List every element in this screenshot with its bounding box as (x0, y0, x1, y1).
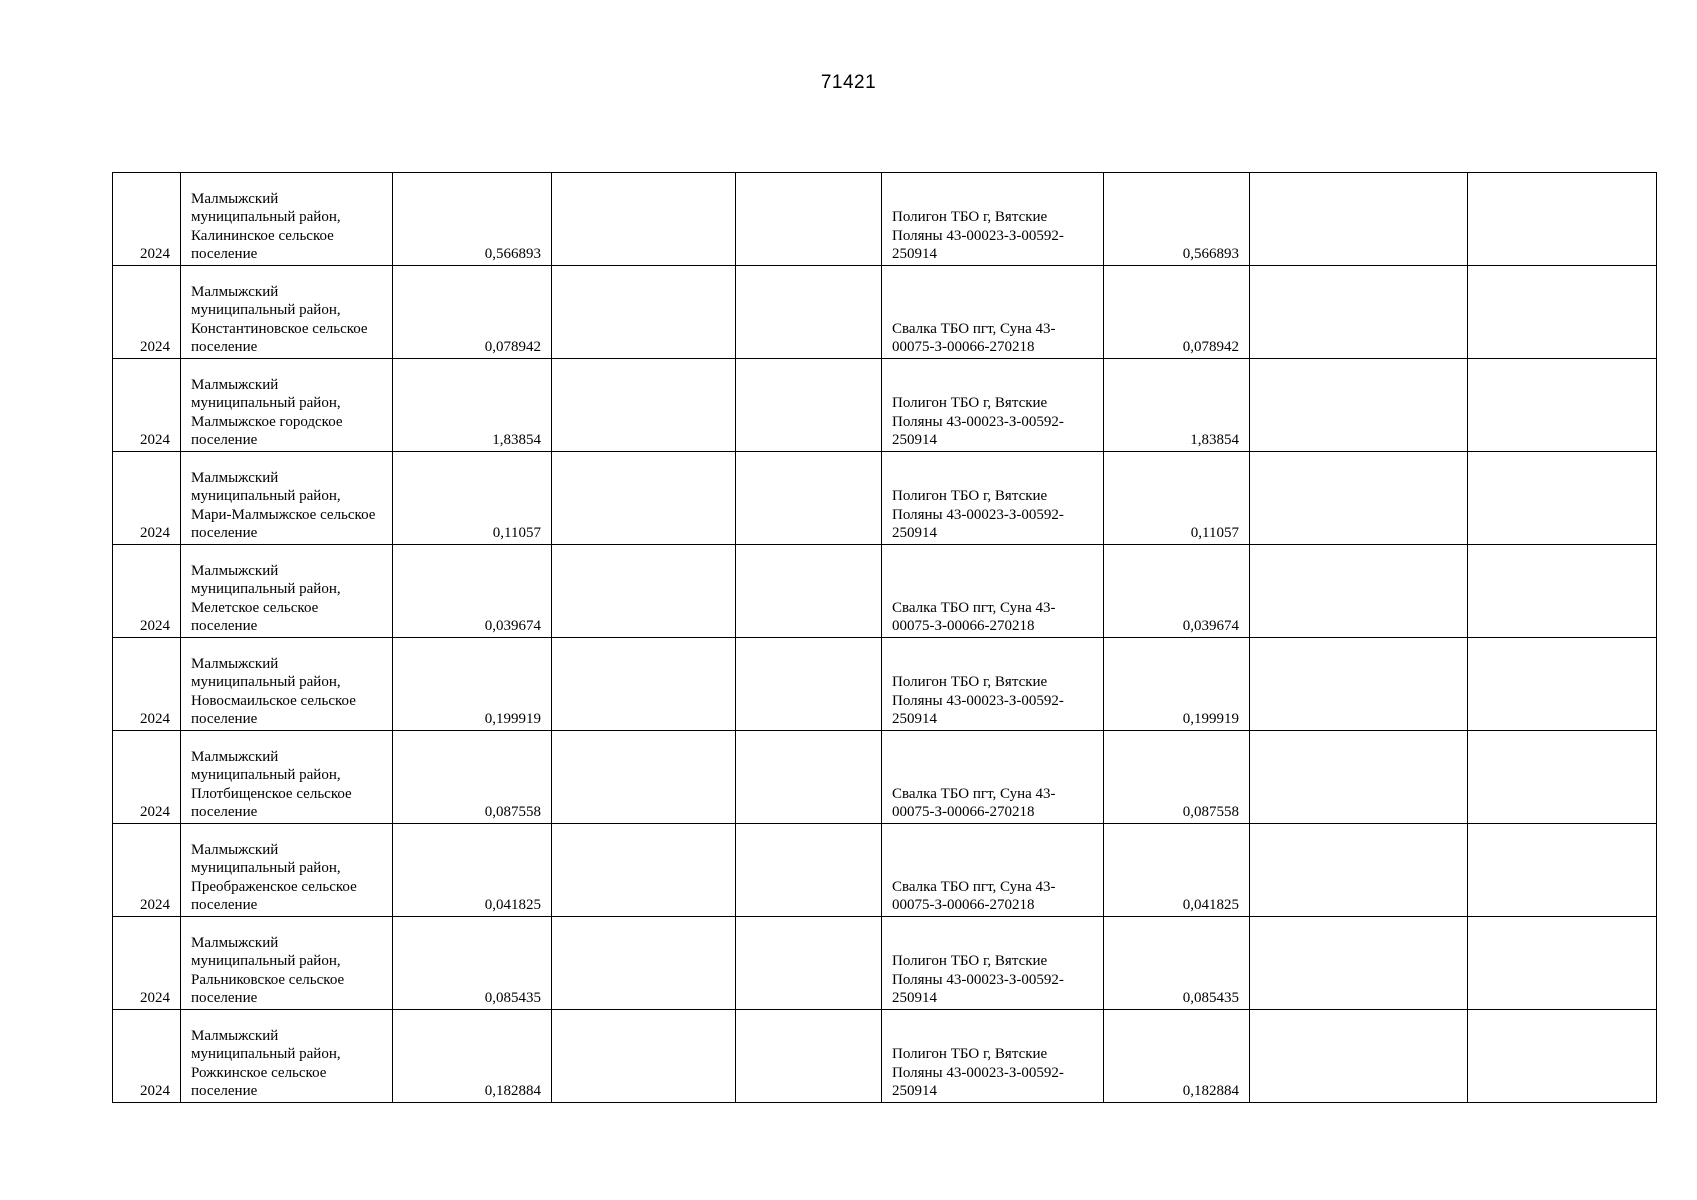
amount-cell (393, 173, 552, 266)
empty-cell (552, 266, 736, 359)
year-text: 2024 (140, 246, 170, 263)
amount-text: 0,11057 (492, 525, 541, 542)
disposal-amount-text: 0,199919 (1182, 711, 1239, 728)
disposal-site-text: Полигон ТБО г, Вятские Поляны 43-00023-З-00592-250914 (892, 488, 1064, 542)
table-row (113, 824, 1657, 917)
empty-cell (1468, 173, 1657, 266)
empty-cell (1250, 917, 1468, 1010)
table-row (113, 731, 1657, 824)
area-text: Малмыжский муниципальный район, Малмыжское городское поселение (191, 376, 343, 449)
empty-cell (552, 638, 736, 731)
disposal-site-text: Свалка ТБО пгт, Суна 43-00075-З-00066-270218 (892, 878, 1056, 914)
year-text: 2024 (140, 804, 170, 821)
empty-cell (1468, 1010, 1657, 1103)
empty-cell (552, 452, 736, 545)
disposal-site-cell (882, 452, 1104, 545)
year-cell (113, 638, 181, 731)
empty-cell (736, 452, 882, 545)
year-text: 2024 (140, 990, 170, 1007)
empty-cell (1468, 824, 1657, 917)
disposal-amount-text: 0,11057 (1190, 525, 1239, 542)
area-cell (181, 452, 393, 545)
disposal-site-text: Свалка ТБО пгт, Суна 43-00075-З-00066-270218 (892, 320, 1056, 356)
amount-text: 0,085435 (484, 990, 541, 1007)
page-number: 71421 (820, 72, 877, 93)
table-row (113, 452, 1657, 545)
disposal-amount-text: 1,83854 (1190, 432, 1239, 449)
empty-cell (1468, 266, 1657, 359)
area-text: Малмыжский муниципальный район, Калининское сельское поселение (191, 190, 341, 263)
year-text: 2024 (140, 618, 170, 635)
amount-text: 0,041825 (484, 897, 541, 914)
area-cell (181, 638, 393, 731)
amount-text: 0,199919 (484, 711, 541, 728)
disposal-amount-cell (1104, 824, 1250, 917)
year-text: 2024 (140, 711, 170, 728)
year-cell (113, 452, 181, 545)
empty-cell (1468, 917, 1657, 1010)
empty-cell (1250, 1010, 1468, 1103)
year-cell (113, 731, 181, 824)
empty-cell (1468, 452, 1657, 545)
year-cell (113, 1010, 181, 1103)
area-cell (181, 173, 393, 266)
disposal-amount-text: 0,182884 (1182, 1083, 1239, 1100)
disposal-site-cell (882, 638, 1104, 731)
area-cell (181, 545, 393, 638)
disposal-amount-text: 0,566893 (1182, 246, 1239, 263)
empty-cell (736, 638, 882, 731)
empty-cell (1250, 173, 1468, 266)
amount-text: 1,83854 (492, 432, 541, 449)
area-cell (181, 917, 393, 1010)
empty-cell (1250, 731, 1468, 824)
amount-text: 0,039674 (484, 618, 541, 635)
disposal-site-cell (882, 917, 1104, 1010)
empty-cell (1468, 359, 1657, 452)
area-text: Малмыжский муниципальный район, Ральниковское сельское поселение (191, 934, 345, 1007)
disposal-amount-text: 0,078942 (1182, 339, 1239, 356)
disposal-amount-text: 0,041825 (1182, 897, 1239, 914)
empty-cell (1250, 638, 1468, 731)
disposal-amount-cell (1104, 638, 1250, 731)
area-text: Малмыжский муниципальный район, Плотбищенское сельское поселение (191, 748, 352, 821)
amount-text: 0,182884 (484, 1083, 541, 1100)
year-text: 2024 (140, 339, 170, 356)
disposal-amount-text: 0,085435 (1182, 990, 1239, 1007)
empty-cell (736, 731, 882, 824)
amount-cell (393, 638, 552, 731)
area-cell (181, 731, 393, 824)
disposal-amount-text: 0,039674 (1182, 618, 1239, 635)
table-body (113, 173, 1657, 1103)
disposal-site-text: Свалка ТБО пгт, Суна 43-00075-З-00066-270218 (892, 599, 1056, 635)
amount-cell (393, 266, 552, 359)
empty-cell (1250, 359, 1468, 452)
amount-cell (393, 917, 552, 1010)
area-text: Малмыжский муниципальный район, Константиновское сельское поселение (191, 283, 368, 356)
table-row (113, 917, 1657, 1010)
disposal-amount-cell (1104, 359, 1250, 452)
table-row (113, 173, 1657, 266)
empty-cell (552, 824, 736, 917)
empty-cell (1250, 266, 1468, 359)
disposal-amount-cell (1104, 545, 1250, 638)
amount-text: 0,087558 (484, 804, 541, 821)
area-text: Малмыжский муниципальный район, Преображенское сельское поселение (191, 841, 357, 914)
year-text: 2024 (140, 525, 170, 542)
disposal-amount-text: 0,087558 (1182, 804, 1239, 821)
disposal-site-text: Полигон ТБО г, Вятские Поляны 43-00023-З-00592-250914 (892, 674, 1064, 728)
year-cell (113, 917, 181, 1010)
area-text: Малмыжский муниципальный район, Мелетское сельское поселение (191, 562, 341, 635)
empty-cell (1468, 545, 1657, 638)
disposal-site-cell (882, 824, 1104, 917)
empty-cell (1250, 452, 1468, 545)
disposal-amount-cell (1104, 917, 1250, 1010)
empty-cell (552, 173, 736, 266)
area-text: Малмыжский муниципальный район, Мари-Малмыжское сельское поселение (191, 469, 376, 542)
disposal-site-text: Полигон ТБО г, Вятские Поляны 43-00023-З-00592-250914 (892, 209, 1064, 263)
empty-cell (736, 173, 882, 266)
disposal-amount-cell (1104, 266, 1250, 359)
amount-cell (393, 824, 552, 917)
area-cell (181, 824, 393, 917)
table-row (113, 359, 1657, 452)
empty-cell (552, 917, 736, 1010)
disposal-site-text: Полигон ТБО г, Вятские Поляны 43-00023-З-00592-250914 (892, 395, 1064, 449)
empty-cell (736, 545, 882, 638)
disposal-site-cell (882, 1010, 1104, 1103)
empty-cell (736, 824, 882, 917)
empty-cell (736, 359, 882, 452)
empty-cell (552, 359, 736, 452)
disposal-site-cell (882, 173, 1104, 266)
table-row (113, 638, 1657, 731)
empty-cell (1468, 731, 1657, 824)
empty-cell (736, 917, 882, 1010)
amount-text: 0,078942 (484, 339, 541, 356)
empty-cell (552, 545, 736, 638)
table-row (113, 1010, 1657, 1103)
empty-cell (1468, 638, 1657, 731)
table-row (113, 545, 1657, 638)
empty-cell (1250, 824, 1468, 917)
amount-cell (393, 452, 552, 545)
disposal-amount-cell (1104, 1010, 1250, 1103)
disposal-site-text: Полигон ТБО г, Вятские Поляны 43-00023-З-00592-250914 (892, 953, 1064, 1007)
empty-cell (1250, 545, 1468, 638)
disposal-site-cell (882, 266, 1104, 359)
area-cell (181, 266, 393, 359)
year-cell (113, 824, 181, 917)
empty-cell (552, 731, 736, 824)
disposal-site-cell (882, 359, 1104, 452)
area-text: Малмыжский муниципальный район, Новосмаильское сельское поселение (191, 655, 356, 728)
disposal-amount-cell (1104, 452, 1250, 545)
year-text: 2024 (140, 897, 170, 914)
area-cell (181, 359, 393, 452)
disposal-site-text: Свалка ТБО пгт, Суна 43-00075-З-00066-270218 (892, 785, 1056, 821)
year-cell (113, 173, 181, 266)
amount-cell (393, 1010, 552, 1103)
area-text: Малмыжский муниципальный район, Рожкинское сельское поселение (191, 1027, 341, 1100)
waste-table (112, 172, 1657, 1103)
disposal-amount-cell (1104, 731, 1250, 824)
disposal-site-cell (882, 545, 1104, 638)
disposal-amount-cell (1104, 173, 1250, 266)
table-row (113, 266, 1657, 359)
disposal-site-text: Полигон ТБО г, Вятские Поляны 43-00023-З-00592-250914 (892, 1046, 1064, 1100)
year-text: 2024 (140, 432, 170, 449)
empty-cell (736, 1010, 882, 1103)
amount-cell (393, 731, 552, 824)
empty-cell (552, 1010, 736, 1103)
amount-text: 0,566893 (484, 246, 541, 263)
year-cell (113, 266, 181, 359)
year-text: 2024 (140, 1083, 170, 1100)
disposal-site-cell (882, 731, 1104, 824)
amount-cell (393, 359, 552, 452)
amount-cell (393, 545, 552, 638)
empty-cell (736, 266, 882, 359)
area-cell (181, 1010, 393, 1103)
year-cell (113, 359, 181, 452)
year-cell (113, 545, 181, 638)
